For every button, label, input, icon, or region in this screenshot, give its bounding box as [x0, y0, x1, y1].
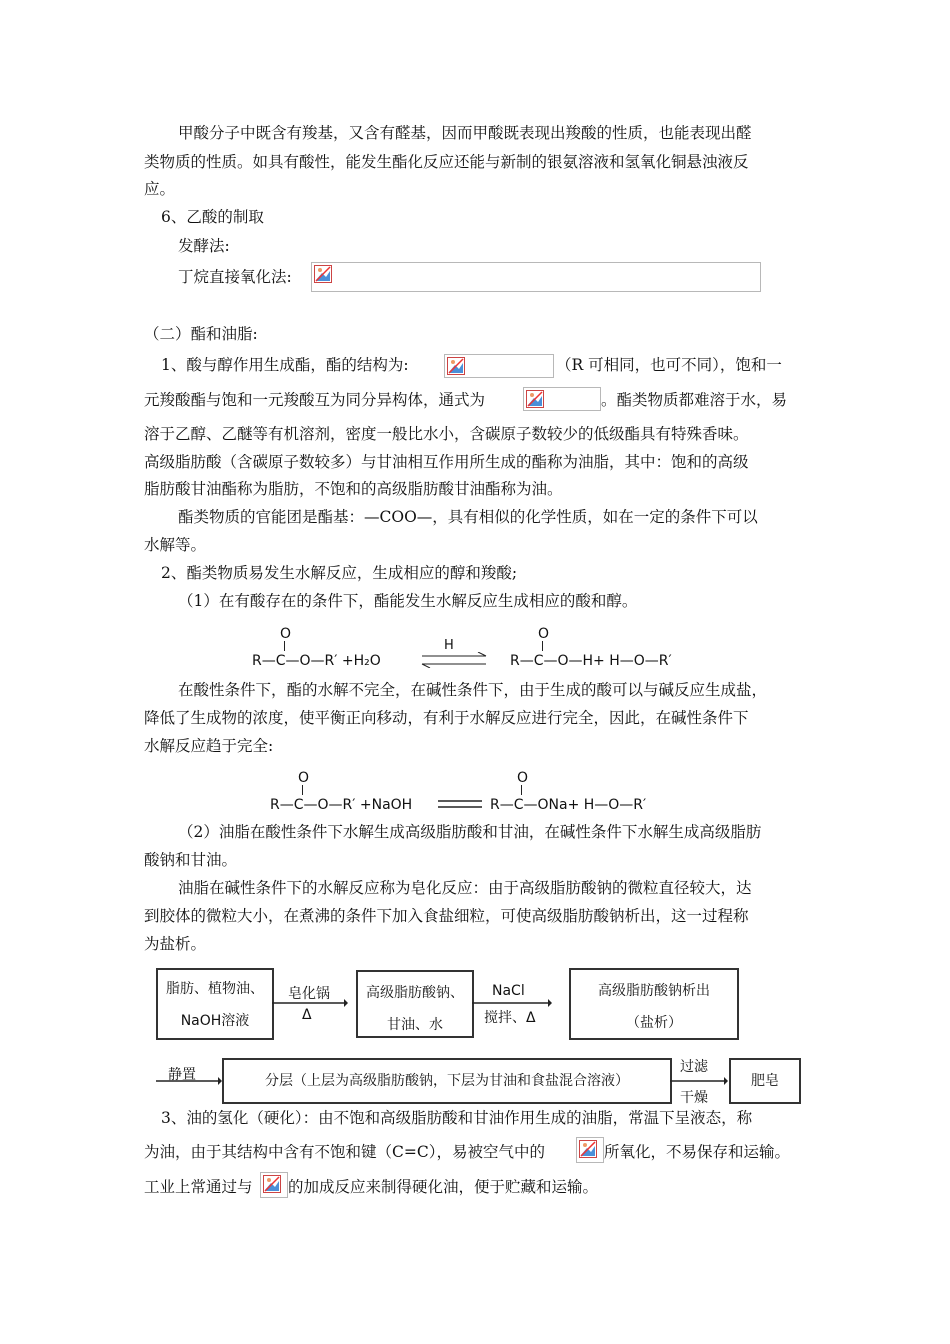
broken-image-icon [311, 262, 761, 292]
text-line: 酯类物质的官能团是酯基：—COO—，具有相似的化学性质，如在一定的条件下可以 [178, 508, 758, 526]
text-line: 水解等。 [144, 536, 207, 554]
arrow-label: 干燥 [680, 1090, 708, 1106]
flow-text: NaOH溶液 [180, 1013, 250, 1029]
flow-box-soap [729, 1058, 801, 1104]
text-line: 发酵法: [178, 237, 230, 255]
flow-text: 肥皂 [751, 1073, 779, 1089]
double-bond-mark [284, 641, 286, 651]
reversible-arrow-icon [420, 652, 490, 668]
double-bond-mark [521, 785, 523, 795]
text-line: 高级脂肪酸（含碳原子数较多）与甘油相互作用所生成的酯称为油脂，其中：饱和的高级 [144, 453, 749, 471]
double-bond-mark [542, 641, 544, 651]
text-line: 水解反应趋于完全: [144, 737, 274, 755]
arrow-label: Δ [302, 1007, 312, 1023]
text-line: 1、酸与醇作用生成酯，酯的结构为: [161, 356, 409, 374]
flow-text: 分层（上层为高级脂肪酸钠，下层为甘油和食盐混合溶液） [265, 1073, 629, 1089]
text-line: 为油，由于其结构中含有不饱和键（C=C），易被空气中的 [144, 1143, 545, 1161]
equation-rhs: R—C—ONa+ H—O—R′ [490, 797, 647, 813]
text-line: 的加成反应来制得硬化油，便于贮藏和运输。 [288, 1178, 599, 1196]
flow-box-reactants [156, 968, 274, 1040]
flow-box-salting-out [569, 968, 739, 1040]
text-line: 为盐析。 [144, 935, 207, 953]
text-line: 2、酯类物质易发生水解反应，生成相应的醇和羧酸; [161, 564, 518, 582]
equation-lhs: R—C—O—R′ +H₂O [252, 653, 381, 669]
equation-rhs: R—C—O—H+ H—O—R′ [510, 653, 672, 669]
text-line: （R 可相同，也可不同），饱和一 [556, 356, 782, 374]
arrow-right-icon [670, 1076, 728, 1086]
equation-lhs: R—C—O—R′ +NaOH [270, 797, 413, 813]
double-bond-mark [302, 785, 304, 795]
text-line: 降低了生成物的浓度，使平衡正向移动，有利于水解反应进行完全，因此，在碱性条件下 [144, 709, 749, 727]
arrow-label: 皂化锅 [288, 986, 330, 1002]
text-line [178, 266, 292, 288]
arrow-label: 静置 [168, 1067, 196, 1083]
flow-box-layers [222, 1058, 672, 1104]
flow-text: 高级脂肪酸钠析出 [598, 983, 710, 999]
broken-image-icon [523, 387, 601, 411]
text-line: 溶于乙醇、乙醚等有机溶剂，密度一般比水小，含碳原子数较少的低级酯具有特殊香味。 [144, 425, 749, 443]
text-line: 3、油的氢化（硬化）：由不饱和高级脂肪酸和甘油作用生成的油脂，常温下呈液态，称 [161, 1109, 753, 1127]
text-line: 甲酸分子中既含有羧基，又含有醛基，因而甲酸既表现出羧酸的性质，也能表现出醛 [178, 124, 752, 142]
flow-text: （盐析） [626, 1015, 682, 1031]
text-span: 丁烷直接氧化法: [178, 268, 292, 286]
condition-label: H [444, 638, 454, 653]
broken-image-icon [260, 1172, 288, 1198]
text-line: 元羧酸酯与饱和一元羧酸互为同分异构体，通式为 [144, 391, 486, 409]
broken-image-icon [444, 354, 554, 378]
arrow-right-icon [156, 1076, 222, 1086]
arrow-label: 过滤 [680, 1059, 708, 1075]
text-line: （1）在有酸存在的条件下，酯能发生水解反应生成相应的酸和醇。 [178, 592, 638, 610]
text-line: 所氧化，不易保存和运输。 [604, 1143, 791, 1161]
flow-box-soap-mix [356, 970, 474, 1038]
text-line: 。酯类物质都难溶于水，易 [601, 391, 788, 409]
carbonyl-oxygen: O [538, 626, 550, 642]
carbonyl-oxygen: O [280, 626, 292, 642]
text-line: 在酸性条件下，酯的水解不完全，在碱性条件下，由于生成的酸可以与碱反应生成盐， [178, 681, 768, 699]
text-line: 脂肪酸甘油酯称为脂肪，不饱和的高级脂肪酸甘油酯称为油。 [144, 480, 563, 498]
text-line: （2）油脂在酸性条件下水解生成高级脂肪酸和甘油，在碱性条件下水解生成高级脂肪 [178, 823, 762, 841]
text-line: 应。 [144, 180, 176, 198]
text-line: 工业上常通过与 [144, 1178, 253, 1196]
text-line: 类物质的性质。如具有酸性，能发生酯化反应还能与新制的银氨溶液和氢氧化铜悬浊液反 [144, 153, 749, 171]
carbonyl-oxygen: O [517, 770, 529, 786]
carbonyl-oxygen: O [298, 770, 310, 786]
flow-text: 脂肪、植物油、 [166, 981, 264, 997]
arrow-label: 搅拌、Δ [484, 1010, 536, 1026]
section-heading: （二）酯和油脂: [144, 325, 258, 343]
arrow-label: NaCl [492, 983, 525, 999]
flow-text: 高级脂肪酸钠、 [366, 985, 464, 1001]
flow-text: 甘油、水 [387, 1017, 443, 1033]
text-line: 到胶体的微粒大小，在煮沸的条件下加入食盐细粒，可使高级脂肪酸钠析出，这一过程称 [144, 907, 749, 925]
broken-image-icon [576, 1137, 604, 1163]
section-heading: 6、乙酸的制取 [161, 208, 264, 226]
equals-arrow-icon [436, 797, 486, 811]
text-line: 酸钠和甘油。 [144, 851, 238, 869]
text-line: 油脂在碱性条件下的水解反应称为皂化反应：由于高级脂肪酸钠的微粒直径较大，达 [178, 879, 752, 897]
